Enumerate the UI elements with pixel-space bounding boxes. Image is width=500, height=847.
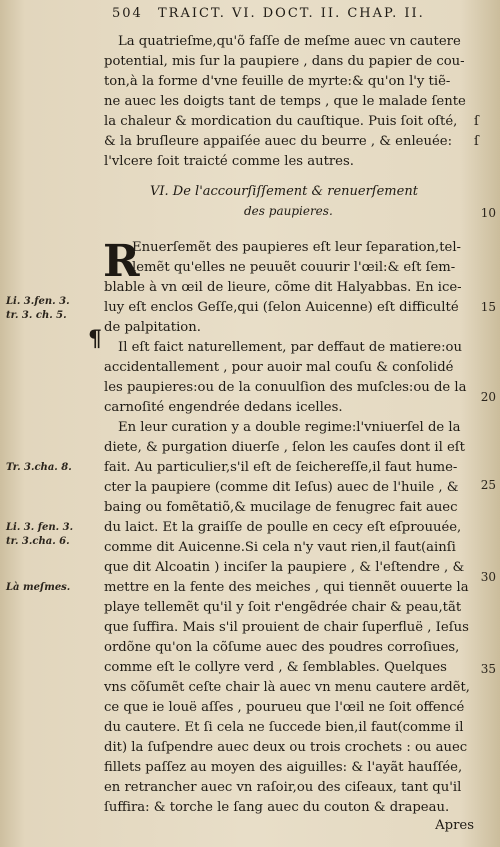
text-line: playe tellemẽt qu'il y ſoit r'engẽdrée chair & peau,tãt: [104, 600, 462, 615]
text-line: luy eſt enclos Geſſe,qui (ſelon Auicenne) eſt difficulté: [104, 300, 459, 315]
text-line: que ſuffira. Mais s'il prouient de chair ſuperfluë , Ieſus: [104, 620, 469, 635]
text-line: carnoſité engendrée dedans icelles.: [104, 400, 343, 415]
text-line: de palpitation.: [104, 320, 201, 335]
text-line: Il eſt faict naturellement, par deffaut de matiere:ou: [118, 340, 462, 355]
running-title: TRAICT. VI. DOCT. II. CHAP. II.: [158, 6, 425, 21]
margin-note: tr. 3. ch. 5.: [6, 310, 67, 321]
text-line: ordõne qu'on la cõſume auec des poudres corroſiues,: [104, 640, 460, 655]
margin-note: Li. 3.fen. 3.: [6, 296, 70, 307]
line-number: 30: [480, 570, 496, 584]
text-line: l'vlcere ſoit traicté comme les autres.: [104, 154, 354, 169]
edge-mark: ſ: [474, 114, 479, 129]
text-line: ne auec les doigts tant de temps , que le malade ſente: [104, 94, 466, 109]
text-line: baing ou fomẽtatiõ,& mucilage de fenugrec fait auec: [104, 500, 458, 515]
text-line: mettre en la fente des meiches , qui tiennẽt ouuerte la: [104, 580, 469, 595]
edge-mark: ſ: [474, 134, 479, 149]
text-line: ton,à la forme d'vne feuille de myrte:& qu'on l'y tiẽ-: [104, 74, 451, 89]
text-line: La quatrieſme,qu'õ faſſe de meſme auec vn cautere: [118, 34, 461, 49]
catchword: Apres: [435, 818, 474, 833]
text-line: comme dit Auicenne.Si cela n'y vaut rien,il faut(ainſi: [104, 540, 456, 555]
text-line: En leur curation y a double regime:l'vniuerſel de la: [118, 420, 461, 435]
text-line: en retrancher auec vn raſoir,ou des ciſeaux, tant qu'il: [104, 780, 462, 795]
section-heading: VI. De l'accourſiſſement & renuerſement: [150, 184, 418, 199]
line-number: 10: [480, 206, 496, 220]
margin-note: tr. 3.cha. 6.: [6, 536, 70, 547]
text-line: dit) la ſuſpendre auec deux ou trois crochets : ou auec: [104, 740, 468, 755]
text-line: du laict. Et la graiſſe de poulle en cecy eſt eſprouuée,: [104, 520, 462, 535]
pilcrow-icon: ¶: [88, 326, 102, 352]
line-number: 35: [480, 662, 496, 676]
margin-note: Tr. 3.cha. 8.: [6, 462, 72, 473]
text-line: ſuffira: & torche le ſang auec du couton & drapeau.: [104, 800, 450, 815]
drop-cap: R: [103, 236, 140, 287]
text-line: fait. Au particulier,s'il eſt de ſeichereſſe,il faut hume-: [104, 460, 458, 475]
running-header: [112, 6, 494, 26]
text-line: fillets paſſez au moyen des aiguilles: & l'ayãt hauſſée,: [104, 760, 463, 775]
text-line: & la bruſleure appaiſée auec du beurre , & enleuée:: [104, 134, 453, 149]
margin-note: Li. 3. fen. 3.: [6, 522, 74, 533]
text-line: du cautere. Et ſi cela ne ſuccede bien,il faut(comme il: [104, 720, 464, 735]
text-line: accidentallement , pour auoir mal couſu & conſolidé: [104, 360, 454, 375]
text-line: les paupieres:ou de la conuulſion des muſcles:ou de la: [104, 380, 467, 395]
text-line: vns cõſumẽt ceſte chair là auec vn menu cautere ardẽt,: [104, 680, 470, 695]
text-line: ce que ie louë aſſes , pourueu que l'œil ne ſoit offencé: [104, 700, 465, 715]
text-line: lemẽt qu'elles ne peuuẽt couurir l'œil:& eſt ſem-: [132, 260, 456, 275]
section-heading-cont: des paupieres.: [244, 204, 333, 218]
text-line: potential, mis ſur la paupiere , dans du papier de cou-: [104, 54, 465, 69]
line-number: 25: [480, 478, 496, 492]
margin-note: Là meſmes.: [6, 582, 71, 593]
page-number: 504: [112, 6, 143, 21]
text-line: blable à vn œil de lieure, cõme dit Halyabbas. En ice-: [104, 280, 462, 295]
line-number: 15: [480, 300, 496, 314]
text-line: Enuerſemẽt des paupieres eſt leur ſeparation,tel-: [132, 240, 462, 255]
text-line: comme eſt le collyre verd , & ſemblables. Quelques: [104, 660, 447, 675]
text-line: cter la paupiere (comme dit Ieſus) auec de l'huile , &: [104, 480, 459, 495]
text-line: la chaleur & mordication du cauſtique. Puis ſoit oſté,: [104, 114, 458, 129]
line-number: 20: [480, 390, 496, 404]
text-line: diete, & purgation diuerſe , ſelon les cauſes dont il eſt: [104, 440, 465, 455]
text-line: que dit Alcoatin ) inciſer la paupiere , & l'eſtendre , &: [104, 560, 465, 575]
